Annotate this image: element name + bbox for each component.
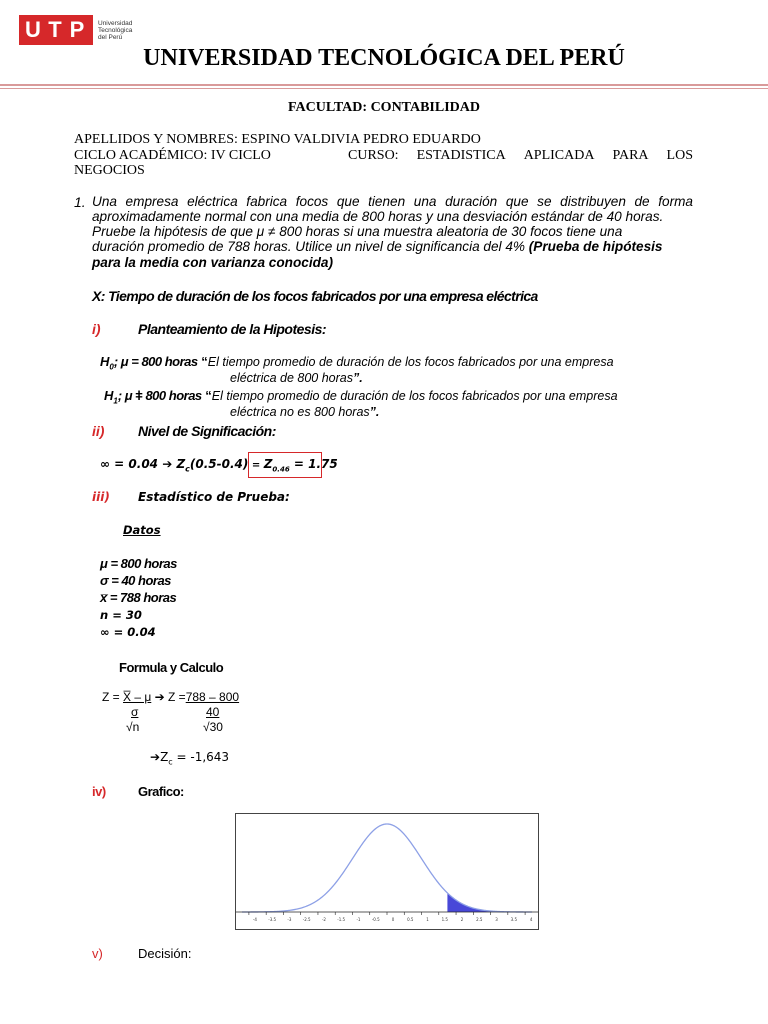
problem-line-4: duración promedio de 788 horas. Utilice un nivel de significancia del 4% — [92, 239, 525, 254]
h0-sub: 0 — [109, 362, 114, 372]
x-tick-label: 2 — [460, 917, 464, 922]
logo-letter-u: U — [25, 17, 43, 42]
logo-line-2: Tecnológica — [98, 26, 133, 34]
x-tick-label: 1.5 — [441, 917, 448, 922]
h1-line — [104, 388, 618, 406]
step-1-number: i) — [92, 321, 101, 337]
x-tick-label: 0 — [391, 917, 395, 922]
significance-eq: = — [248, 460, 264, 471]
h1-description-2: eléctrica no es 800 horas — [230, 405, 370, 419]
header-rule-2 — [0, 88, 768, 89]
zc-sub: c — [185, 464, 190, 474]
logo-letter-p: P — [69, 17, 87, 42]
significance-expr: (0.5-0.4) — [189, 457, 249, 471]
logo-line-3: del Perú — [98, 33, 123, 41]
z-critical-highlight-box — [248, 452, 322, 478]
utp-logo — [19, 15, 132, 45]
zc-result-value: = -1,643 — [172, 750, 230, 764]
student-names: APELLIDOS Y NOMBRES: ESPINO VALDIVIA PEDRO EDUARDO — [74, 132, 481, 147]
z-critical-result: = 1.75 — [289, 457, 338, 471]
x-tick-label: -2 — [321, 917, 326, 922]
formula-den-40: 40 — [206, 705, 220, 719]
step-4-title: Grafico: — [138, 784, 184, 799]
datos-sigma: σ = 40 horas — [100, 573, 171, 588]
normal-curve-svg — [236, 814, 538, 929]
step-2-number: ii) — [92, 423, 105, 439]
x-tick-label: -1 — [356, 917, 361, 922]
problem-line-1: Una empresa eléctrica fabrica focos que tienen una duración que se distribuyen de forma — [92, 194, 693, 209]
h0-line-2 — [230, 371, 363, 385]
logo-line-1: Universidad — [98, 19, 133, 27]
alpha-value: ∞ = 0.04 — [100, 457, 163, 471]
datos-n: n = 30 — [100, 608, 142, 622]
academic-cycle: CICLO ACADÉMICO: IV CICLO — [74, 148, 271, 163]
x-tick-label: 3 — [495, 917, 498, 922]
zc-result-symbol: Z — [160, 750, 169, 764]
problem-line-2: aproximadamente normal con una media de 800 horas y una desviación estándar de 40 horas. — [92, 209, 664, 224]
x-tick-label: -4 — [252, 917, 257, 922]
course-word-5: LOS — [666, 148, 693, 163]
datos-xbar: x̅ = 788 horas — [100, 590, 177, 605]
header-rule-1 — [0, 84, 768, 86]
formula-heading: Formula y Calculo — [119, 660, 224, 675]
logo-wordmark — [98, 20, 132, 41]
x-tick-label: 1 — [426, 917, 429, 922]
formula-numerator: X̅ – μ — [123, 690, 152, 704]
step-2-title: Nivel de Significación: — [138, 423, 276, 439]
density-curve — [242, 824, 532, 912]
x-tick-label: 4 — [529, 917, 533, 922]
course-line — [348, 148, 693, 164]
x-tick-label: 0.5 — [407, 917, 414, 922]
faculty-heading: FACULTAD: CONTABILIDAD — [287, 100, 480, 115]
formula-line — [102, 690, 239, 704]
datos-heading: Datos — [123, 523, 161, 537]
h0-label: H — [100, 354, 110, 369]
zc-result-sub: c — [168, 757, 173, 767]
h1-sub: 1 — [113, 396, 118, 406]
zc-result-line — [150, 750, 229, 766]
h0-line — [100, 354, 614, 372]
formula-den-sigma: σ — [131, 705, 139, 719]
problem-line-3: Pruebe la hipótesis de que μ ≠ 800 horas si una muestra aleatoria de 30 focos tiene una — [92, 224, 623, 239]
formula-arrow: ➔ — [151, 690, 169, 704]
problem-bold-tail: (Prueba de hipótesis — [528, 239, 663, 254]
page-title: UNIVERSIDAD TECNOLÓGICA DEL PERÚ — [143, 45, 625, 71]
significance-arrow: ➔ — [162, 457, 173, 471]
zval-symbol: Z — [263, 457, 273, 471]
zc-result-arrow: ➔ — [150, 750, 161, 764]
formula-den-sqrt-n: √n — [126, 720, 140, 734]
x-tick-label: -3 — [287, 917, 292, 922]
datos-alpha: ∞ = 0.04 — [100, 625, 156, 639]
x-tick-label: -3.5 — [268, 917, 277, 922]
h1-close-quote: ”. — [369, 405, 380, 419]
course-word-1: CURSO: — [348, 148, 399, 163]
zc-symbol: Z — [176, 457, 186, 471]
formula-numerator-2: 788 – 800 — [185, 690, 240, 704]
x-tick-label: -2.5 — [302, 917, 311, 922]
x-tick-label: -0.5 — [371, 917, 380, 922]
x-tick-label: 2.5 — [476, 917, 483, 922]
h0-description-2: eléctrica de 800 horas — [230, 371, 353, 385]
step-3-title: Estadístico de Prueba: — [138, 490, 290, 504]
course-word-2: ESTADISTICA — [416, 148, 506, 163]
h0-statement: ; μ = 800 horas — [113, 354, 198, 369]
problem-number: 1. — [74, 194, 86, 210]
step-5-number: v) — [92, 946, 103, 961]
course-continuation: NEGOCIOS — [74, 163, 145, 178]
variable-definition: X: Tiempo de duración de los focos fabricados por una empresa eléctrica — [92, 288, 538, 304]
x-tick-label: 3.5 — [510, 917, 518, 922]
h1-statement: ; μ ǂ 800 horas — [117, 388, 202, 403]
h0-open-quote: “ — [201, 354, 208, 369]
h0-description: El tiempo promedio de duración de los focos fabricados por una empresa — [207, 355, 614, 369]
problem-line-4-wrap — [92, 239, 662, 254]
step-5-title: Decisión: — [138, 946, 192, 961]
course-word-4: PARA — [612, 148, 649, 163]
logo-letters — [19, 15, 93, 45]
formula-z-eq: Z = — [102, 690, 124, 704]
step-3-number: iii) — [92, 490, 110, 504]
problem-bold-line: para la media con varianza conocida) — [92, 255, 333, 270]
zval-sub: 0.46 — [272, 465, 290, 474]
formula-den-sqrt30: √30 — [203, 720, 223, 734]
step-1-title: Planteamiento de la Hipotesis: — [138, 321, 327, 337]
x-tick-label: -1.5 — [337, 917, 346, 922]
formula-z-eq-2: Z = — [168, 690, 186, 704]
h1-open-quote: “ — [205, 388, 212, 403]
datos-mu: μ = 800 horas — [100, 556, 177, 571]
course-word-3: APLICADA — [523, 148, 595, 163]
h1-label: H — [104, 388, 114, 403]
h1-line-2 — [230, 405, 379, 419]
h0-close-quote: ”. — [353, 371, 363, 385]
h1-description: El tiempo promedio de duración de los focos fabricados por una empresa — [211, 389, 618, 403]
normal-distribution-chart — [235, 813, 539, 930]
logo-letter-t: T — [48, 17, 64, 42]
step-4-number: iv) — [92, 784, 106, 799]
